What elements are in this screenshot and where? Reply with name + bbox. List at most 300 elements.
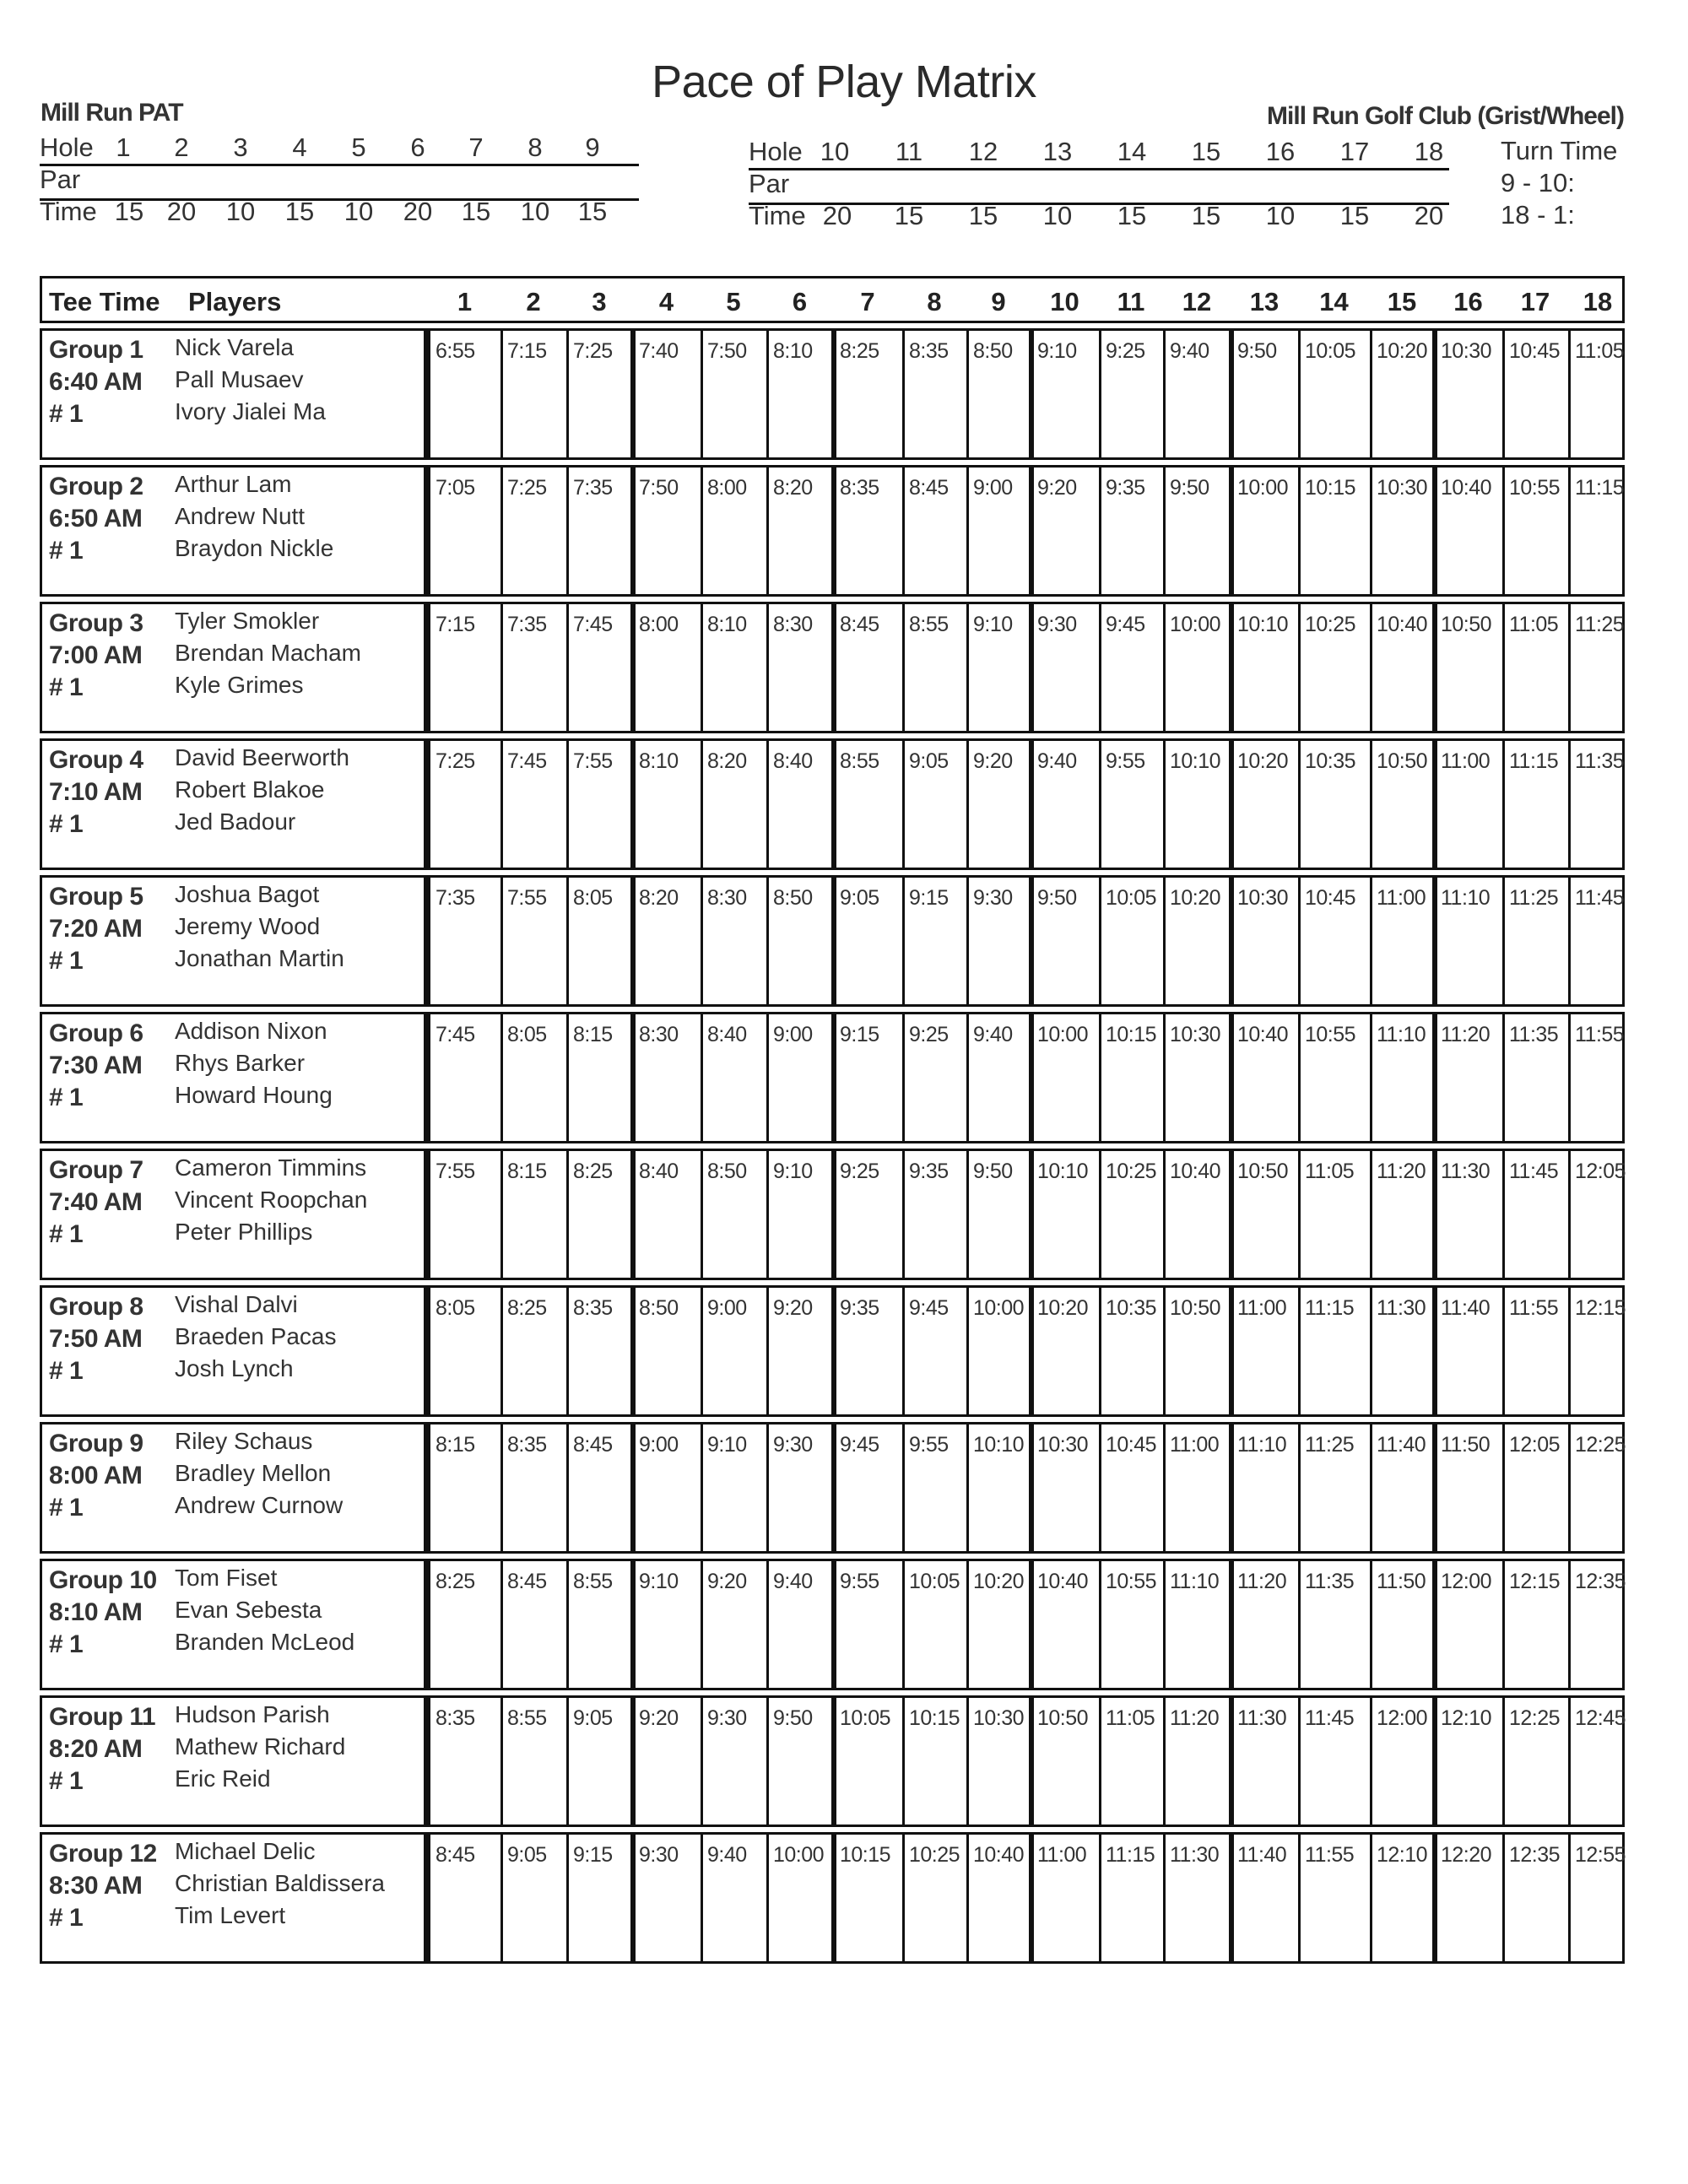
hole-time-cell[interactable] (568, 741, 634, 868)
hole-time-cell[interactable] (1032, 1561, 1101, 1688)
expected-time: 10:05 (909, 1570, 960, 1593)
hole-time-cell[interactable] (1165, 878, 1232, 1004)
hole-time-cell[interactable] (502, 331, 568, 457)
expected-time: 12:15 (1509, 1570, 1561, 1593)
expected-time: 11:40 (1237, 1843, 1287, 1867)
hole-time-cell[interactable] (835, 1151, 904, 1278)
hole-time-cell[interactable] (904, 1288, 968, 1414)
hole-time-cell[interactable] (1504, 468, 1570, 594)
hole-time-cell[interactable] (904, 1561, 968, 1688)
start-hole: # 1 (49, 1220, 84, 1248)
hole-time-cell[interactable] (835, 1424, 904, 1551)
hole-time-cell[interactable] (1300, 1424, 1372, 1551)
hole-time-cell[interactable] (1032, 1288, 1101, 1414)
expected-time: 12:25 (1509, 1706, 1561, 1730)
expected-time: 8:00 (639, 613, 679, 636)
expected-time: 9:15 (573, 1843, 613, 1867)
hole-time-cell[interactable] (968, 878, 1032, 1004)
hole-time-cell[interactable] (1300, 1288, 1372, 1414)
hole-time-cell[interactable] (1436, 1561, 1504, 1688)
hole-time-cell[interactable] (835, 604, 904, 731)
hole-time-cell[interactable] (1504, 1014, 1570, 1141)
hole-time-cell[interactable] (502, 1698, 568, 1825)
expected-time: 11:35 (1305, 1570, 1355, 1593)
hole-time-cell[interactable] (568, 1698, 634, 1825)
hole-time-cell[interactable] (634, 1835, 702, 1961)
hole-time-cell[interactable] (1300, 1014, 1372, 1141)
hole-time-cell[interactable] (1436, 331, 1504, 457)
hole-time-cell[interactable] (1032, 331, 1101, 457)
hole-time-cell[interactable] (1436, 1014, 1504, 1141)
hole-time-cell[interactable] (568, 1835, 634, 1961)
hole-time-cell[interactable] (568, 331, 634, 457)
hole-time-cell[interactable] (430, 468, 502, 594)
hole-time-cell[interactable] (702, 1288, 768, 1414)
hole-column-header: 14 (1319, 287, 1349, 316)
expected-time: 8:25 (840, 339, 879, 363)
hole-time-cell[interactable] (1300, 331, 1372, 457)
hole-time-cell[interactable] (1570, 878, 1629, 1004)
hole-time-cell[interactable] (1165, 1835, 1232, 1961)
back-time: 15 (968, 201, 998, 230)
hole-time-cell[interactable] (1300, 741, 1372, 868)
group-name: Group 4 (49, 746, 143, 774)
hole-time-cell[interactable] (768, 331, 835, 457)
hole-time-cell[interactable] (1436, 878, 1504, 1004)
hole-time-cell[interactable] (1504, 1424, 1570, 1551)
expected-time: 8:35 (909, 339, 949, 363)
expected-time: 12:10 (1441, 1706, 1492, 1730)
hole-time-cell[interactable] (502, 1835, 568, 1961)
hole-time-cell[interactable] (968, 741, 1032, 868)
hole-time-cell[interactable] (835, 468, 904, 594)
hole-time-cell[interactable] (502, 741, 568, 868)
expected-time: 11:00 (1441, 749, 1491, 773)
hole-time-cell[interactable] (1232, 1561, 1300, 1688)
front-time: 15 (577, 197, 608, 226)
hole-time-cell[interactable] (904, 468, 968, 594)
hole-time-cell[interactable] (1372, 1561, 1436, 1688)
expected-time: 11:50 (1441, 1433, 1491, 1457)
hole-time-cell[interactable] (1300, 468, 1372, 594)
expected-time: 8:45 (573, 1433, 613, 1457)
hole-time-cell[interactable] (430, 1288, 502, 1414)
hole-time-cell[interactable] (835, 1288, 904, 1414)
hole-time-cell[interactable] (634, 468, 702, 594)
hole-time-cell[interactable] (968, 1835, 1032, 1961)
expected-time: 7:05 (436, 476, 475, 500)
par-label: Par (40, 165, 81, 194)
hole-time-cell[interactable] (904, 1014, 968, 1141)
hole-time-cell[interactable] (904, 1835, 968, 1961)
hole-time-cell[interactable] (430, 331, 502, 457)
hole-time-cell[interactable] (1032, 604, 1101, 731)
group-row (40, 1285, 1625, 1417)
hole-time-cell[interactable] (1300, 1698, 1372, 1825)
hole-time-cell[interactable] (1232, 1288, 1300, 1414)
hole-time-cell[interactable] (1032, 1151, 1101, 1278)
expected-time: 8:05 (507, 1023, 547, 1046)
hole-time-cell[interactable] (835, 741, 904, 868)
hole-column-header: 6 (792, 287, 808, 316)
hole-time-cell[interactable] (430, 604, 502, 731)
expected-time: 11:30 (1170, 1843, 1220, 1867)
hole-time-cell[interactable] (634, 1288, 702, 1414)
hole-time-cell[interactable] (968, 331, 1032, 457)
hole-time-cell[interactable] (1101, 1835, 1165, 1961)
hole-time-cell[interactable] (968, 1698, 1032, 1825)
hole-time-cell[interactable] (430, 878, 502, 1004)
hole-time-cell[interactable] (1436, 1698, 1504, 1825)
hole-time-cell[interactable] (502, 878, 568, 1004)
hole-time-cell[interactable] (768, 468, 835, 594)
hole-time-cell[interactable] (1232, 1151, 1300, 1278)
hole-time-cell[interactable] (502, 468, 568, 594)
hole-time-cell[interactable] (1232, 878, 1300, 1004)
hole-column-header: 11 (1117, 287, 1145, 316)
hole-time-cell[interactable] (1570, 331, 1629, 457)
hole-time-cell[interactable] (1504, 1698, 1570, 1825)
hole-time-cell[interactable] (502, 1561, 568, 1688)
front-hole: 7 (468, 132, 484, 162)
hole-label: Hole (40, 132, 94, 162)
hole-time-cell[interactable] (768, 1014, 835, 1141)
hole-time-cell[interactable] (1570, 741, 1629, 868)
hole-time-cell[interactable] (1300, 878, 1372, 1004)
hole-time-cell[interactable] (568, 1014, 634, 1141)
hole-time-cell[interactable] (1436, 1424, 1504, 1551)
front-time: 15 (284, 197, 315, 226)
hole-time-cell[interactable] (968, 1151, 1032, 1278)
player-name: Michael Delic (175, 1838, 316, 1864)
expected-time: 8:50 (639, 1296, 679, 1320)
hole-time-cell[interactable] (904, 1698, 968, 1825)
hole-time-cell[interactable] (1101, 331, 1165, 457)
hole-time-cell[interactable] (1436, 604, 1504, 731)
hole-time-cell[interactable] (1232, 741, 1300, 868)
hole-time-cell[interactable] (702, 604, 768, 731)
hole-time-cell[interactable] (634, 741, 702, 868)
hole-time-cell[interactable] (1570, 1835, 1629, 1961)
expected-time: 9:10 (639, 1570, 679, 1593)
hole-time-cell[interactable] (568, 1151, 634, 1278)
hole-time-cell[interactable] (835, 1014, 904, 1141)
hole-time-cell[interactable] (1372, 1288, 1436, 1414)
front-hole: 4 (292, 132, 307, 162)
hole-time-cell[interactable] (1165, 1424, 1232, 1551)
expected-time: 12:05 (1575, 1160, 1626, 1183)
expected-time: 9:05 (840, 886, 879, 910)
hole-time-cell[interactable] (1436, 1288, 1504, 1414)
hole-time-cell[interactable] (702, 878, 768, 1004)
hole-time-cell[interactable] (1032, 1424, 1101, 1551)
expected-time: 11:55 (1305, 1843, 1355, 1867)
hole-time-cell[interactable] (1372, 604, 1436, 731)
hole-time-cell[interactable] (968, 1288, 1032, 1414)
player-name: Ivory Jialei Ma (175, 398, 326, 424)
hole-time-cell[interactable] (430, 1561, 502, 1688)
hole-time-cell[interactable] (1101, 468, 1165, 594)
hole-time-cell[interactable] (634, 1014, 702, 1141)
hole-time-cell[interactable] (702, 1561, 768, 1688)
hole-time-cell[interactable] (1436, 1151, 1504, 1278)
player-name: Eric Reid (175, 1765, 271, 1792)
hole-time-cell[interactable] (1101, 1151, 1165, 1278)
expected-time: 10:50 (1377, 749, 1428, 773)
hole-time-cell[interactable] (502, 1151, 568, 1278)
expected-time: 9:20 (773, 1296, 813, 1320)
hole-time-cell[interactable] (1504, 1561, 1570, 1688)
hole-time-cell[interactable] (1101, 741, 1165, 868)
hole-time-cell[interactable] (768, 1288, 835, 1414)
expected-time: 8:55 (507, 1706, 547, 1730)
group-name: Group 7 (49, 1156, 143, 1184)
hole-time-cell[interactable] (634, 1698, 702, 1825)
hole-time-cell[interactable] (1570, 468, 1629, 594)
hole-time-cell[interactable] (1504, 1151, 1570, 1278)
hole-time-cell[interactable] (1101, 1288, 1165, 1414)
hole-time-cell[interactable] (1165, 741, 1232, 868)
group-name: Group 10 (49, 1566, 157, 1594)
hole-time-cell[interactable] (1101, 1014, 1165, 1141)
hole-time-cell[interactable] (1101, 1561, 1165, 1688)
hole-time-cell[interactable] (1165, 1698, 1232, 1825)
tee-time: 7:40 AM (49, 1188, 143, 1216)
expected-time: 11:20 (1170, 1706, 1220, 1730)
expected-time: 8:55 (840, 749, 879, 773)
hole-time-cell[interactable] (1032, 1014, 1101, 1141)
hole-time-cell[interactable] (1504, 1835, 1570, 1961)
hole-time-cell[interactable] (1372, 468, 1436, 594)
expected-time: 9:30 (707, 1706, 747, 1730)
hole-time-cell[interactable] (1372, 741, 1436, 868)
hole-time-cell[interactable] (1436, 741, 1504, 868)
hole-time-cell[interactable] (702, 1151, 768, 1278)
hole-time-cell[interactable] (702, 1698, 768, 1825)
group-name: Group 3 (49, 609, 143, 637)
hole-time-cell[interactable] (768, 741, 835, 868)
hole-time-cell[interactable] (768, 604, 835, 731)
hole-time-cell[interactable] (835, 1698, 904, 1825)
hole-time-cell[interactable] (1232, 331, 1300, 457)
hole-time-cell[interactable] (968, 1014, 1032, 1141)
group-name: Group 12 (49, 1840, 157, 1868)
hole-time-cell[interactable] (1504, 331, 1570, 457)
hole-time-cell[interactable] (1570, 1424, 1629, 1551)
hole-time-cell[interactable] (1436, 1835, 1504, 1961)
hole-time-cell[interactable] (568, 1561, 634, 1688)
front-time: 20 (403, 197, 433, 226)
hole-time-cell[interactable] (1570, 604, 1629, 731)
group-row (40, 1012, 1625, 1143)
hole-time-cell[interactable] (702, 331, 768, 457)
hole-time-cell[interactable] (1165, 1151, 1232, 1278)
hole-times (426, 1559, 1625, 1690)
hole-time-cell[interactable] (568, 1424, 634, 1551)
back-time: 15 (894, 201, 924, 230)
group-info (40, 1695, 426, 1827)
expected-time: 8:25 (507, 1296, 547, 1320)
tee-time: 8:10 AM (49, 1598, 143, 1626)
hole-time-cell[interactable] (1101, 878, 1165, 1004)
hole-time-cell[interactable] (702, 468, 768, 594)
hole-time-cell[interactable] (1232, 1835, 1300, 1961)
hole-time-cell[interactable] (1165, 1561, 1232, 1688)
hole-time-cell[interactable] (768, 1698, 835, 1825)
hole-time-cell[interactable] (1232, 1014, 1300, 1141)
hole-time-cell[interactable] (568, 878, 634, 1004)
expected-time: 9:35 (840, 1296, 879, 1320)
hole-time-cell[interactable] (1032, 1835, 1101, 1961)
hole-time-cell[interactable] (1032, 878, 1101, 1004)
expected-time: 9:10 (773, 1160, 813, 1183)
hole-time-cell[interactable] (1372, 1014, 1436, 1141)
hole-time-cell[interactable] (430, 1014, 502, 1141)
hole-time-cell[interactable] (968, 604, 1032, 731)
hole-time-cell[interactable] (430, 1835, 502, 1961)
hole-time-cell[interactable] (1372, 1835, 1436, 1961)
hole-time-cell[interactable] (430, 741, 502, 868)
hole-time-cell[interactable] (430, 1424, 502, 1551)
player-name: Tim Levert (175, 1902, 286, 1928)
hole-time-cell[interactable] (835, 1561, 904, 1688)
hole-time-cell[interactable] (1300, 1835, 1372, 1961)
group-info (40, 1149, 426, 1280)
hole-time-cell[interactable] (968, 1424, 1032, 1551)
hole-column-header: 9 (991, 287, 1006, 316)
hole-time-cell[interactable] (1032, 468, 1101, 594)
front-time: 15 (461, 197, 491, 226)
hole-time-cell[interactable] (1372, 878, 1436, 1004)
expected-time: 11:15 (1305, 1296, 1355, 1320)
player-name: Kyle Grimes (175, 672, 304, 698)
hole-time-cell[interactable] (568, 1288, 634, 1414)
player-name: Vishal Dalvi (175, 1291, 298, 1317)
hole-time-cell[interactable] (702, 741, 768, 868)
hole-time-cell[interactable] (1570, 1698, 1629, 1825)
hole-time-cell[interactable] (1504, 604, 1570, 731)
start-hole: # 1 (49, 1357, 84, 1385)
hole-time-cell[interactable] (768, 1835, 835, 1961)
hole-time-cell[interactable] (904, 604, 968, 731)
hole-time-cell[interactable] (1372, 1151, 1436, 1278)
hole-time-cell[interactable] (1372, 1698, 1436, 1825)
hole-time-cell[interactable] (1372, 331, 1436, 457)
hole-time-cell[interactable] (1101, 604, 1165, 731)
hole-time-cell[interactable] (1372, 1424, 1436, 1551)
hole-time-cell[interactable] (768, 1561, 835, 1688)
hole-time-cell[interactable] (1570, 1151, 1629, 1278)
expected-time: 12:35 (1575, 1570, 1626, 1593)
expected-time: 11:45 (1509, 1160, 1559, 1183)
expected-time: 11:05 (1106, 1706, 1155, 1730)
hole-time-cell[interactable] (430, 1151, 502, 1278)
hole-time-cell[interactable] (1232, 604, 1300, 731)
hole-time-cell[interactable] (1504, 741, 1570, 868)
group-name: Group 5 (49, 883, 143, 911)
expected-time: 9:40 (1037, 749, 1077, 773)
hole-time-cell[interactable] (1032, 741, 1101, 868)
hole-time-cell[interactable] (1101, 1424, 1165, 1551)
hole-time-cell[interactable] (568, 468, 634, 594)
hole-time-cell[interactable] (768, 1151, 835, 1278)
hole-time-cell[interactable] (1165, 468, 1232, 594)
hole-time-cell[interactable] (702, 1424, 768, 1551)
hole-time-cell[interactable] (1300, 1561, 1372, 1688)
expected-time: 11:00 (1237, 1296, 1287, 1320)
hole-time-cell[interactable] (1165, 1288, 1232, 1414)
hole-time-cell[interactable] (904, 331, 968, 457)
hole-time-cell[interactable] (835, 1835, 904, 1961)
hole-time-cell[interactable] (904, 1424, 968, 1551)
hole-time-cell[interactable] (1032, 1698, 1101, 1825)
start-hole: # 1 (49, 1630, 84, 1658)
expected-time: 12:55 (1575, 1843, 1626, 1867)
hole-time-cell[interactable] (904, 878, 968, 1004)
hole-time-cell[interactable] (634, 604, 702, 731)
expected-time: 7:45 (507, 749, 547, 773)
hole-time-cell[interactable] (634, 1561, 702, 1688)
hole-time-cell[interactable] (1232, 1424, 1300, 1551)
hole-time-cell[interactable] (768, 878, 835, 1004)
expected-time: 12:25 (1575, 1433, 1626, 1457)
hole-time-cell[interactable] (835, 331, 904, 457)
hole-time-cell[interactable] (835, 878, 904, 1004)
hole-time-cell[interactable] (1570, 1288, 1629, 1414)
hole-time-cell[interactable] (904, 1151, 968, 1278)
hole-time-cell[interactable] (634, 1424, 702, 1551)
hole-time-cell[interactable] (702, 1014, 768, 1141)
hole-time-cell[interactable] (502, 1288, 568, 1414)
hole-time-cell[interactable] (502, 1014, 568, 1141)
back-hole: 18 (1414, 137, 1444, 166)
hole-time-cell[interactable] (1300, 1151, 1372, 1278)
hole-time-cell[interactable] (1232, 1698, 1300, 1825)
expected-time: 10:30 (1441, 339, 1492, 363)
hole-time-cell[interactable] (1300, 604, 1372, 731)
hole-time-cell[interactable] (702, 1835, 768, 1961)
tee-time: 7:10 AM (49, 778, 143, 806)
hole-time-cell[interactable] (1436, 468, 1504, 594)
hole-time-cell[interactable] (502, 1424, 568, 1551)
hole-time-cell[interactable] (568, 604, 634, 731)
hole-time-cell[interactable] (1101, 1698, 1165, 1825)
hole-time-cell[interactable] (1504, 1288, 1570, 1414)
hole-time-cell[interactable] (968, 1561, 1032, 1688)
expected-time: 11:05 (1305, 1160, 1355, 1183)
expected-time: 9:20 (707, 1570, 747, 1593)
hole-time-cell[interactable] (1232, 468, 1300, 594)
hole-time-cell[interactable] (1570, 1561, 1629, 1688)
hole-time-cell[interactable] (634, 331, 702, 457)
expected-time: 10:30 (1237, 886, 1289, 910)
expected-time: 9:55 (909, 1433, 949, 1457)
hole-time-cell[interactable] (1165, 1014, 1232, 1141)
hole-time-cell[interactable] (502, 604, 568, 731)
hole-time-cell[interactable] (768, 1424, 835, 1551)
hole-time-cell[interactable] (430, 1698, 502, 1825)
hole-time-cell[interactable] (1165, 604, 1232, 731)
hole-time-cell[interactable] (904, 741, 968, 868)
hole-time-cell[interactable] (1570, 1014, 1629, 1141)
expected-time: 6:55 (436, 339, 475, 363)
hole-time-cell[interactable] (968, 468, 1032, 594)
hole-time-cell[interactable] (634, 878, 702, 1004)
expected-time: 8:35 (840, 476, 879, 500)
hole-time-cell[interactable] (1165, 331, 1232, 457)
hole-time-cell[interactable] (1504, 878, 1570, 1004)
hole-time-cell[interactable] (634, 1151, 702, 1278)
